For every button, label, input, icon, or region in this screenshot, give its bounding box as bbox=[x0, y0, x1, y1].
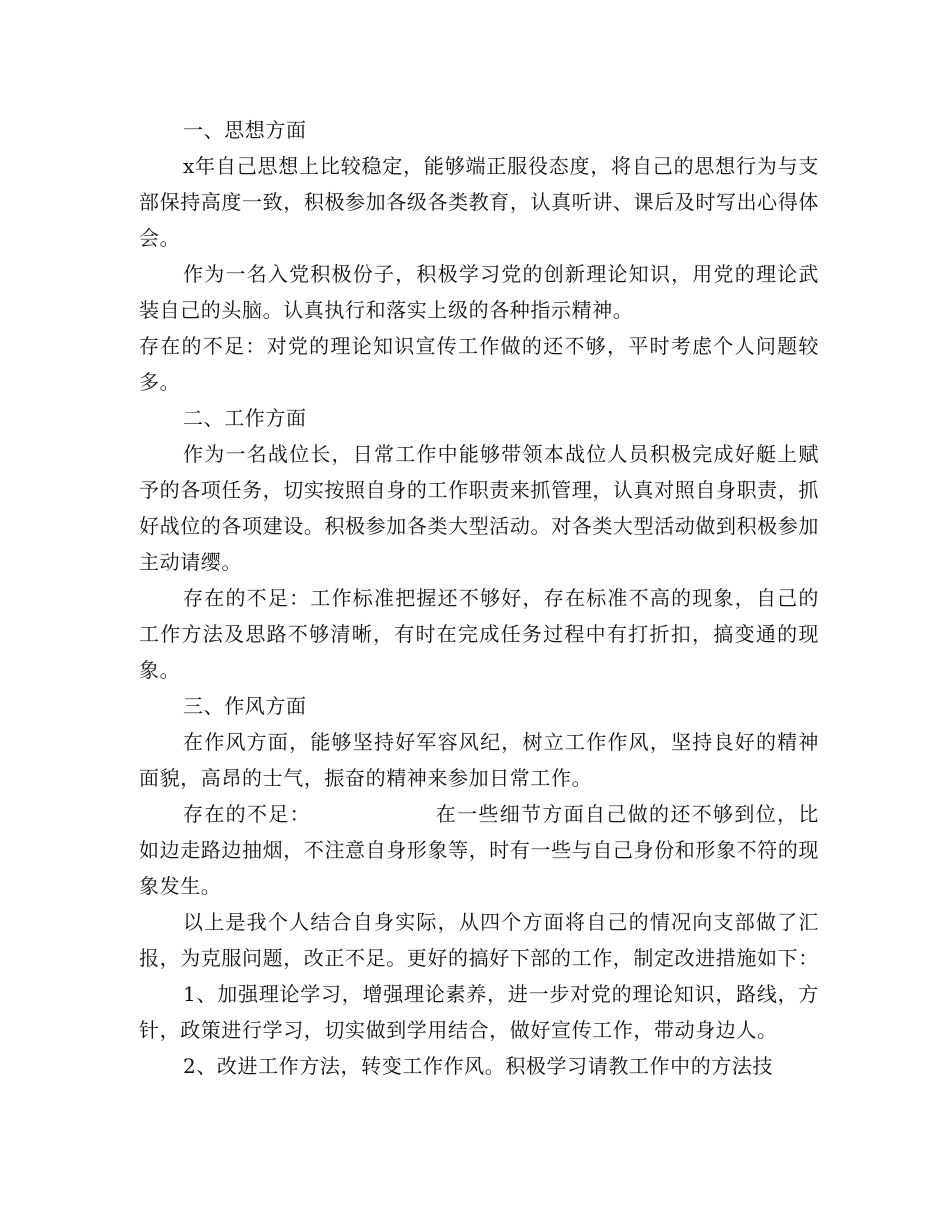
heading-style: 三、作风方面 bbox=[183, 694, 307, 718]
paragraph-thought-shortcoming: 存在的不足：对党的理论知识宣传工作做的还不够，平时考虑个人问题较多。 bbox=[139, 334, 819, 394]
measure-item-2: 2、改进工作方法，转变工作作风。积极学习请教工作中的方法技 bbox=[183, 1054, 774, 1078]
paragraph-work-shortcoming: 存在的不足：工作标准把握还不够好，存在标准不高的现象，自己的工作方法及思路不够清晰，有时在完成任务过程中有打折扣，搞变通的现象。 bbox=[139, 586, 819, 682]
paragraph-work-1: 作为一名战位长，日常工作中能够带领本战位人员积极完成好艇上赋予的各项任务，切实按照自身的工作职责来抓管理，认真对照自身职责，抓好战位的各项建设。积极参加各类大型活动。对各类大型活动做到积极参加主动请缨。 bbox=[139, 442, 819, 574]
heading-work: 二、工作方面 bbox=[183, 406, 307, 430]
shortcoming-label: 存在的不足： bbox=[183, 802, 311, 826]
heading-thought: 一、思想方面 bbox=[183, 118, 307, 142]
document-body bbox=[139, 112, 819, 1084]
paragraph-thought-1: x年自己思想上比较稳定，能够端正服役态度，将自己的思想行为与支部保持高度一致，积极参加各级各类教育，认真听讲、课后及时写出心得体会。 bbox=[139, 154, 819, 250]
measure-item-1: 1、加强理论学习，增强理论素养，进一步对党的理论知识，路线，方针，政策进行学习，切实做到学用结合，做好宣传工作，带动身边人。 bbox=[139, 982, 819, 1042]
shortcoming-text: 在一些细节方面自己做的还不够到位，比如边走路边抽烟，不注意自身形象等，时有一些与自己身份和形象不符的现象发生。 bbox=[139, 802, 819, 898]
paragraph-thought-2: 作为一名入党积极份子，积极学习党的创新理论知识，用党的理论武装自己的头脑。认真执行和落实上级的各种指示精神。 bbox=[139, 262, 819, 322]
paragraph-style-1: 在作风方面，能够坚持好军容风纪，树立工作作风，坚持良好的精神面貌，高昂的士气，振奋的精神来参加日常工作。 bbox=[139, 730, 819, 790]
paragraph-summary: 以上是我个人结合自身实际，从四个方面将自己的情况向支部做了汇报，为克服问题，改正不足。更好的搞好下部的工作，制定改进措施如下： bbox=[139, 910, 819, 970]
paragraph-style-shortcoming bbox=[139, 796, 819, 904]
